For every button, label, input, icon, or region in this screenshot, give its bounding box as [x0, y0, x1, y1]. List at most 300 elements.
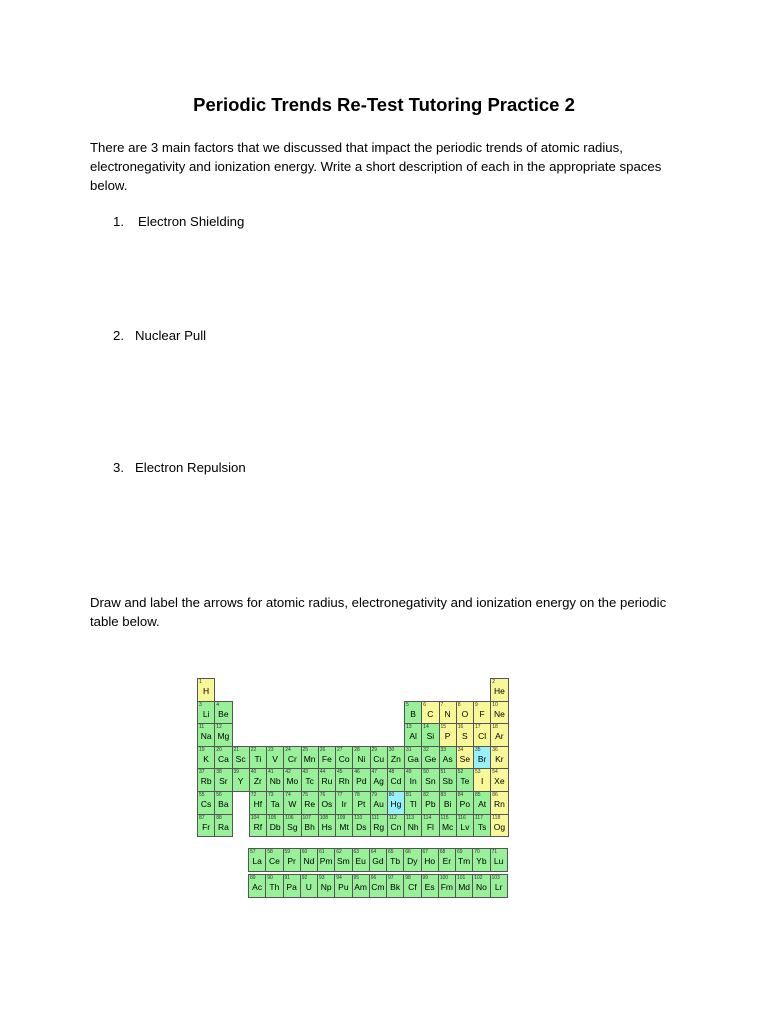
- atomic-number: 105: [268, 814, 277, 821]
- element-cell-hg: [387, 791, 405, 815]
- factor-number: 1.: [113, 214, 124, 229]
- atomic-number: 74: [285, 792, 291, 798]
- atomic-number: 29: [371, 746, 378, 753]
- element-symbol: Ar: [495, 731, 504, 742]
- element-cell-nd: [300, 848, 318, 872]
- factor-number: 2.: [113, 328, 124, 343]
- element-cell-np: [317, 874, 335, 898]
- element-cell-gd: [369, 848, 387, 872]
- element-symbol: Se: [459, 753, 471, 764]
- atomic-number: 7: [440, 701, 444, 708]
- factor-number: 3.: [113, 460, 124, 475]
- element-cell-cf: [403, 874, 421, 898]
- atomic-number: 2: [492, 679, 496, 685]
- element-cell-te: [456, 768, 474, 792]
- element-symbol: Lu: [493, 856, 504, 866]
- element-cell-y: [232, 768, 250, 792]
- element-cell-sm: [334, 848, 352, 872]
- element-symbol: Cd: [390, 776, 402, 787]
- element-symbol: Cm: [371, 882, 385, 892]
- atomic-number: 79: [371, 792, 378, 798]
- element-symbol: Co: [338, 753, 350, 764]
- atomic-number: 72: [250, 792, 257, 798]
- atomic-number: 20: [216, 746, 222, 753]
- element-symbol: Re: [304, 799, 316, 809]
- atomic-number: 80: [388, 792, 395, 798]
- atomic-number: 58: [267, 849, 273, 855]
- element-cell-ca: [214, 746, 232, 770]
- element-cell-cu: [370, 746, 388, 770]
- atomic-number: 16: [457, 724, 464, 731]
- element-cell-bh: [301, 814, 319, 838]
- element-cell-lu: [490, 848, 508, 872]
- atomic-number: 33: [440, 746, 447, 753]
- element-symbol: Fr: [202, 821, 211, 832]
- atomic-number: 86: [492, 792, 498, 798]
- factor-label: Electron Repulsion: [135, 460, 246, 475]
- element-symbol: Mc: [441, 821, 454, 832]
- atomic-number: 75: [302, 792, 309, 798]
- atomic-number: 53: [475, 769, 481, 776]
- atomic-number: 17: [475, 724, 481, 731]
- element-symbol: Pb: [425, 799, 436, 809]
- element-cell-bk: [386, 874, 404, 898]
- element-cell-br: [473, 746, 491, 770]
- element-symbol: U: [305, 882, 312, 892]
- element-cell-lr: [490, 874, 508, 898]
- element-symbol: Sn: [425, 776, 436, 787]
- element-cell-cm: [369, 874, 387, 898]
- element-cell-pr: [283, 848, 301, 872]
- element-cell-pt: [352, 791, 370, 815]
- atomic-number: 90: [267, 875, 273, 881]
- element-symbol: Pm: [319, 856, 333, 866]
- atomic-number: 116: [457, 814, 466, 821]
- element-symbol: Ho: [424, 856, 436, 866]
- element-cell-no: [472, 874, 490, 898]
- element-cell-ds: [352, 814, 370, 838]
- atomic-number: 18: [492, 724, 498, 731]
- element-cell-db: [266, 814, 284, 838]
- atomic-number: 40: [250, 769, 257, 776]
- atomic-number: 101: [457, 875, 466, 881]
- element-symbol: Og: [493, 821, 506, 832]
- atomic-number: 113: [406, 814, 414, 821]
- atomic-number: 81: [406, 792, 412, 798]
- element-cell-zn: [387, 746, 405, 770]
- element-symbol: Sc: [235, 753, 246, 764]
- element-symbol: K: [203, 753, 209, 764]
- element-cell-eu: [352, 848, 370, 872]
- element-cell-pa: [283, 874, 301, 898]
- element-cell-al: [404, 723, 422, 747]
- atomic-number: 47: [371, 769, 378, 776]
- element-symbol: Sb: [442, 776, 453, 787]
- atomic-number: 26: [319, 746, 326, 753]
- atomic-number: 32: [423, 746, 429, 753]
- element-cell-og: [490, 814, 508, 838]
- element-cell-tc: [301, 768, 319, 792]
- element-cell-at: [473, 791, 491, 815]
- element-symbol: Au: [373, 799, 384, 809]
- element-symbol: Ra: [217, 821, 229, 832]
- element-cell-pm: [317, 848, 335, 872]
- atomic-number: 63: [353, 849, 360, 855]
- element-cell-cd: [387, 768, 405, 792]
- element-cell-fl: [421, 814, 439, 838]
- element-symbol: Hf: [253, 799, 263, 809]
- element-symbol: Rf: [253, 821, 263, 832]
- element-symbol: Db: [269, 821, 281, 832]
- element-symbol: Ds: [356, 821, 367, 832]
- element-cell-mg: [214, 723, 232, 747]
- atomic-number: 12: [216, 724, 222, 731]
- element-symbol: Ni: [357, 753, 366, 764]
- element-symbol: Pr: [287, 856, 296, 866]
- element-symbol: I: [480, 776, 484, 787]
- element-symbol: Al: [409, 731, 417, 742]
- element-cell-ce: [265, 848, 283, 872]
- element-symbol: Cu: [373, 753, 385, 764]
- atomic-number: 39: [233, 769, 240, 776]
- atomic-number: 46: [354, 769, 360, 776]
- element-symbol: O: [461, 708, 469, 719]
- element-cell-pb: [421, 791, 439, 815]
- element-symbol: Gd: [372, 856, 384, 866]
- element-symbol: V: [272, 753, 278, 764]
- element-symbol: Bh: [304, 821, 315, 832]
- element-symbol: Ts: [477, 821, 487, 832]
- element-symbol: Ba: [218, 799, 229, 809]
- element-symbol: Lr: [494, 882, 503, 892]
- element-symbol: C: [427, 708, 434, 719]
- element-symbol: Cl: [478, 731, 487, 742]
- atomic-number: 115: [440, 814, 449, 821]
- element-symbol: Mn: [303, 753, 316, 764]
- element-symbol: Nb: [269, 776, 281, 787]
- element-cell-na: [197, 723, 215, 747]
- element-cell-rb: [197, 768, 215, 792]
- element-cell-md: [455, 874, 473, 898]
- element-symbol: Nd: [303, 856, 315, 866]
- element-symbol: P: [444, 731, 451, 742]
- element-symbol: Ti: [254, 753, 262, 764]
- element-symbol: Ir: [341, 799, 347, 809]
- element-symbol: Ca: [217, 753, 229, 764]
- factor-item-2: [113, 328, 206, 343]
- element-cell-ti: [249, 746, 267, 770]
- element-symbol: Hg: [390, 799, 402, 809]
- atomic-number: 45: [337, 769, 343, 776]
- element-symbol: B: [410, 708, 416, 719]
- element-cell-v: [266, 746, 284, 770]
- element-symbol: He: [493, 686, 505, 696]
- element-symbol: Cn: [390, 821, 402, 832]
- element-symbol: Zn: [390, 753, 401, 764]
- atomic-number: 41: [268, 769, 274, 776]
- atomic-number: 36: [492, 746, 498, 753]
- atomic-number: 57: [250, 849, 256, 855]
- element-cell-lv: [456, 814, 474, 838]
- element-symbol: Mt: [339, 821, 349, 832]
- atomic-number: 23: [268, 746, 274, 753]
- element-cell-ar: [490, 723, 508, 747]
- atomic-number: 52: [457, 769, 464, 776]
- atomic-number: 34: [457, 746, 464, 753]
- element-cell-er: [438, 848, 456, 872]
- element-cell-c: [421, 701, 439, 725]
- element-cell-re: [301, 791, 319, 815]
- element-symbol: Ne: [493, 708, 505, 719]
- element-symbol: Li: [202, 708, 210, 719]
- element-symbol: Tl: [409, 799, 417, 809]
- atomic-number: 85: [475, 792, 481, 798]
- atomic-number: 10: [492, 701, 498, 708]
- element-cell-ag: [370, 768, 388, 792]
- element-cell-mt: [335, 814, 353, 838]
- element-cell-tl: [404, 791, 422, 815]
- atomic-number: 5: [406, 701, 409, 708]
- atomic-number: 67: [422, 849, 429, 855]
- element-symbol: Pd: [356, 776, 367, 787]
- element-cell-nb: [266, 768, 284, 792]
- atomic-number: 56: [216, 792, 222, 798]
- element-cell-pu: [334, 874, 352, 898]
- atomic-number: 100: [439, 875, 449, 881]
- element-symbol: Zr: [253, 776, 262, 787]
- atomic-number: 35: [475, 746, 481, 753]
- element-cell-w: [283, 791, 301, 815]
- element-symbol: Tc: [305, 776, 314, 787]
- atomic-number: 97: [388, 875, 394, 881]
- element-cell-tm: [455, 848, 473, 872]
- element-cell-ra: [214, 814, 232, 838]
- element-symbol: Br: [477, 753, 487, 764]
- element-cell-as: [439, 746, 457, 770]
- atomic-number: 1: [199, 679, 202, 685]
- element-cell-o: [456, 701, 474, 725]
- element-symbol: Ge: [424, 753, 437, 764]
- element-symbol: Fm: [440, 882, 454, 892]
- element-symbol: Lv: [460, 821, 470, 832]
- element-symbol: Rn: [493, 799, 505, 809]
- element-symbol: Sm: [337, 856, 350, 866]
- element-cell-rh: [335, 768, 353, 792]
- atomic-number: 111: [371, 814, 380, 821]
- atomic-number: 64: [370, 849, 377, 855]
- atomic-number: 71: [491, 849, 498, 855]
- atomic-number: 76: [319, 792, 326, 798]
- element-cell-es: [421, 874, 439, 898]
- element-cell-hs: [318, 814, 336, 838]
- atomic-number: 78: [354, 792, 360, 798]
- element-symbol: Cf: [408, 882, 417, 892]
- element-symbol: Mo: [286, 776, 299, 787]
- element-cell-se: [456, 746, 474, 770]
- atomic-number: 66: [405, 849, 411, 855]
- element-cell-s: [456, 723, 474, 747]
- element-cell-he: [490, 678, 508, 702]
- atomic-number: 103: [491, 875, 500, 881]
- element-symbol: Es: [424, 882, 435, 892]
- atomic-number: 118: [492, 814, 501, 821]
- element-cell-zr: [249, 768, 267, 792]
- element-cell-sn: [421, 768, 439, 792]
- atomic-number: 27: [337, 746, 343, 753]
- element-cell-sb: [439, 768, 457, 792]
- atomic-number: 50: [423, 769, 429, 776]
- element-cell-fe: [318, 746, 336, 770]
- atomic-number: 110: [354, 814, 363, 821]
- element-symbol: Xe: [494, 776, 505, 787]
- element-symbol: Kr: [495, 753, 504, 764]
- atomic-number: 92: [301, 875, 308, 881]
- element-cell-rf: [249, 814, 267, 838]
- atomic-number: 108: [319, 814, 329, 821]
- atomic-number: 19: [199, 746, 205, 753]
- atomic-number: 8: [457, 701, 461, 708]
- element-symbol: Am: [354, 882, 367, 892]
- atomic-number: 3: [199, 701, 202, 708]
- element-symbol: In: [409, 776, 417, 787]
- element-symbol: Bi: [443, 799, 452, 809]
- element-cell-sr: [214, 768, 232, 792]
- atomic-number: 93: [319, 875, 325, 881]
- factor-label: Electron Shielding: [138, 214, 245, 229]
- element-cell-li: [197, 701, 215, 725]
- element-symbol: F: [479, 708, 485, 719]
- atomic-number: 28: [354, 746, 360, 753]
- element-cell-rn: [490, 791, 508, 815]
- element-symbol: Te: [460, 776, 470, 787]
- atomic-number: 37: [199, 769, 205, 776]
- element-symbol: As: [442, 753, 453, 764]
- atomic-number: 13: [406, 724, 412, 731]
- atomic-number: 31: [406, 746, 412, 753]
- element-cell-ta: [266, 791, 284, 815]
- element-symbol: Hs: [321, 821, 333, 832]
- element-cell-pd: [352, 768, 370, 792]
- element-cell-i: [473, 768, 491, 792]
- element-symbol: Ac: [252, 882, 263, 892]
- element-symbol: Os: [321, 799, 333, 809]
- element-symbol: Bk: [390, 882, 401, 892]
- atomic-number: 91: [284, 875, 291, 881]
- element-cell-la: [248, 848, 266, 872]
- atomic-number: 77: [337, 792, 343, 798]
- page-title: Periodic Trends Re-Test Tutoring Practice 2: [193, 94, 575, 115]
- element-symbol: At: [478, 799, 487, 809]
- atomic-number: 55: [199, 792, 205, 798]
- element-symbol: Pa: [286, 882, 297, 892]
- atomic-number: 51: [440, 769, 447, 776]
- element-cell-rg: [370, 814, 388, 838]
- atomic-number: 102: [474, 875, 483, 881]
- element-cell-ts: [473, 814, 491, 838]
- element-cell-sg: [283, 814, 301, 838]
- element-cell-h: [197, 678, 215, 702]
- element-cell-k: [197, 746, 215, 770]
- element-symbol: H: [203, 686, 210, 696]
- element-cell-ru: [318, 768, 336, 792]
- element-cell-cn: [387, 814, 405, 838]
- element-cell-fr: [197, 814, 215, 838]
- atomic-number: 30: [388, 746, 395, 753]
- element-cell-in: [404, 768, 422, 792]
- element-cell-cl: [473, 723, 491, 747]
- atomic-number: 44: [319, 769, 326, 776]
- element-symbol: Fe: [321, 753, 332, 764]
- element-cell-dy: [403, 848, 421, 872]
- factor-label: Nuclear Pull: [135, 328, 207, 343]
- element-cell-cs: [197, 791, 215, 815]
- element-symbol: Y: [237, 776, 244, 787]
- element-cell-th: [265, 874, 283, 898]
- atomic-number: 106: [285, 814, 294, 821]
- element-symbol: Pu: [338, 882, 349, 892]
- atomic-number: 112: [388, 814, 397, 821]
- element-cell-mo: [283, 768, 301, 792]
- element-symbol: Er: [442, 856, 452, 866]
- element-cell-hf: [249, 791, 267, 815]
- element-symbol: Eu: [355, 856, 366, 866]
- element-symbol: Np: [320, 882, 332, 892]
- element-cell-ge: [421, 746, 439, 770]
- element-symbol: Ta: [270, 799, 280, 809]
- atomic-number: 65: [388, 849, 394, 855]
- atomic-number: 69: [457, 849, 463, 855]
- atomic-number: 114: [423, 814, 432, 821]
- atomic-number: 84: [457, 792, 464, 798]
- element-symbol: S: [462, 731, 468, 742]
- element-symbol: Ce: [268, 856, 280, 866]
- element-symbol: Ga: [407, 753, 419, 764]
- atomic-number: 14: [423, 724, 429, 731]
- element-symbol: W: [288, 799, 297, 809]
- element-cell-nh: [404, 814, 422, 838]
- atomic-number: 11: [199, 724, 205, 731]
- element-symbol: Be: [218, 708, 229, 719]
- element-cell-ne: [490, 701, 508, 725]
- atomic-number: 98: [405, 875, 411, 881]
- atomic-number: 42: [285, 769, 291, 776]
- atomic-number: 83: [440, 792, 447, 798]
- element-cell-au: [370, 791, 388, 815]
- element-symbol: Ag: [373, 776, 384, 787]
- atomic-number: 62: [336, 849, 342, 855]
- atomic-number: 38: [216, 769, 222, 776]
- element-cell-b: [404, 701, 422, 725]
- atomic-number: 89: [250, 875, 256, 881]
- element-symbol: Rb: [200, 776, 212, 787]
- atomic-number: 70: [474, 849, 480, 855]
- element-symbol: No: [475, 882, 487, 892]
- element-cell-f: [473, 701, 491, 725]
- atomic-number: 82: [423, 792, 429, 798]
- atomic-number: 48: [388, 769, 395, 776]
- atomic-number: 49: [406, 769, 412, 776]
- element-cell-os: [318, 791, 336, 815]
- element-cell-ho: [421, 848, 439, 872]
- element-cell-u: [300, 874, 318, 898]
- atomic-number: 25: [302, 746, 309, 753]
- element-cell-ni: [352, 746, 370, 770]
- element-symbol: Si: [426, 731, 435, 742]
- element-symbol: Fl: [426, 821, 434, 832]
- element-symbol: Rh: [338, 776, 350, 787]
- element-symbol: Sg: [287, 821, 298, 832]
- element-cell-p: [439, 723, 457, 747]
